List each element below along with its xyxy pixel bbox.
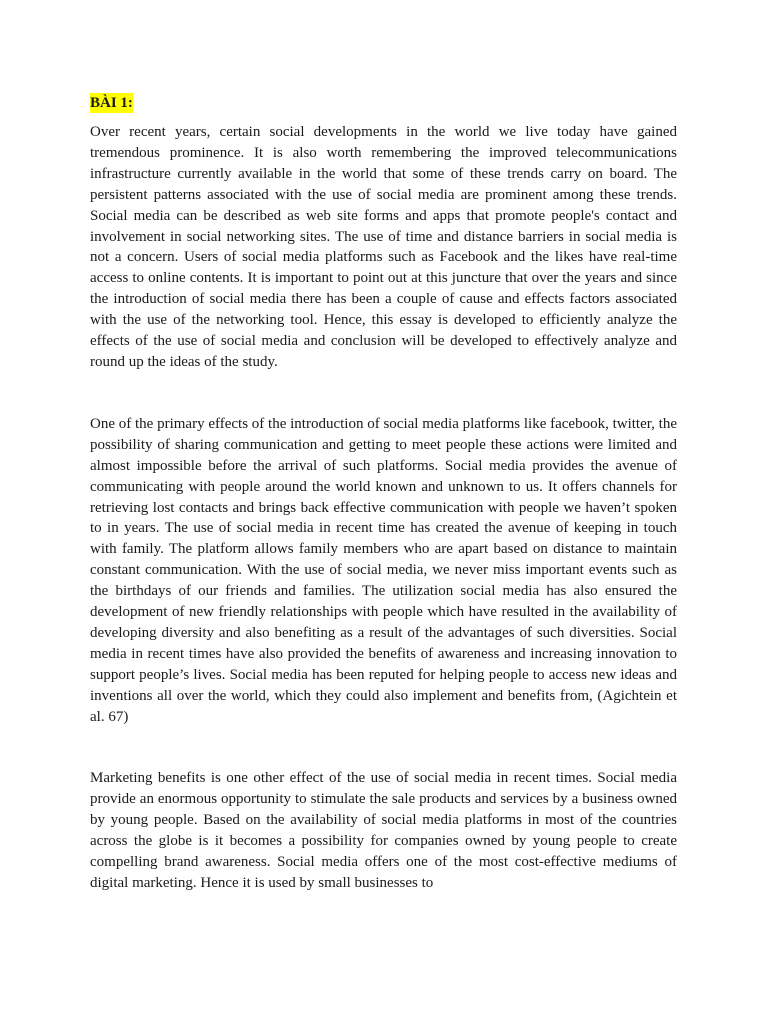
paragraph-spacer	[90, 727, 677, 768]
paragraph-marketing-benefits: Marketing benefits is one other effect of the use of social media in recent times. Social media provide an enormous opportunity to stimulate the sale products and services by a business owned by young people. Based on the availability of social media platforms in most of the countries across the globe is it becomes a possibility for companies owned by young people to create compelling brand awareness. Social media offers one of the most cost-effective mediums of digital marketing. Hence it is used by small businesses to	[90, 770, 677, 891]
section-heading: BÀI 1:	[90, 95, 133, 111]
paragraph-intro: Over recent years, certain social developments in the world we live today have gained tremendous prominence. It is also worth remembering the improved telecommunications infrastructure currently available in the world that some of these trends carry on board. The persistent patterns associated with the use of social media are prominent among these trends. Social media can be described as web site forms and apps that promote people's contact and involvement in social networking sites. The use of time and distance barriers in social media is not a concern. Users of social media platforms such as Facebook and the likes have real-time access to online contents. It is important to point out at this juncture that over the years and since the introduction of social media there has been a couple of cause and effects factors associated with the use of the networking tool. Hence, this essay is developed to efficiently analyze the effects of the use of social media and conclusion will be developed to effectively analyze and round up the ideas of the study.	[90, 124, 677, 370]
document-page	[90, 93, 677, 894]
paragraph-communication-effects: One of the primary effects of the introduction of social media platforms like facebook, twitter, the possibility of sharing communication and getting to meet people these actions were limited and almost impossible before the arrival of such platforms. Social media provides the avenue of communicating with people around the world known and unknown to us. It offers channels for retrieving lost contacts and brings back effective communication with people we haven’t spoken to in years. The use of social media in recent time has created the avenue of keeping in touch with family. The platform allows family members who are apart based on distance to maintain constant communication. With the use of social media, we never miss important events such as the birthdays of our friends and families. The utilization social media has also ensured the development of new friendly relationships with people which have resulted in the availability of developing diversity and also benefiting as a result of the advantages of such diversities. Social media in recent times have also provided the benefits of awareness and increasing innovation to support people’s lives. Social media has been reputed for helping people to access new ideas and inventions all over the world, which they could also implement and benefits from, (Agichtein et al. 67)	[90, 415, 677, 725]
paragraph-spacer	[90, 373, 677, 414]
